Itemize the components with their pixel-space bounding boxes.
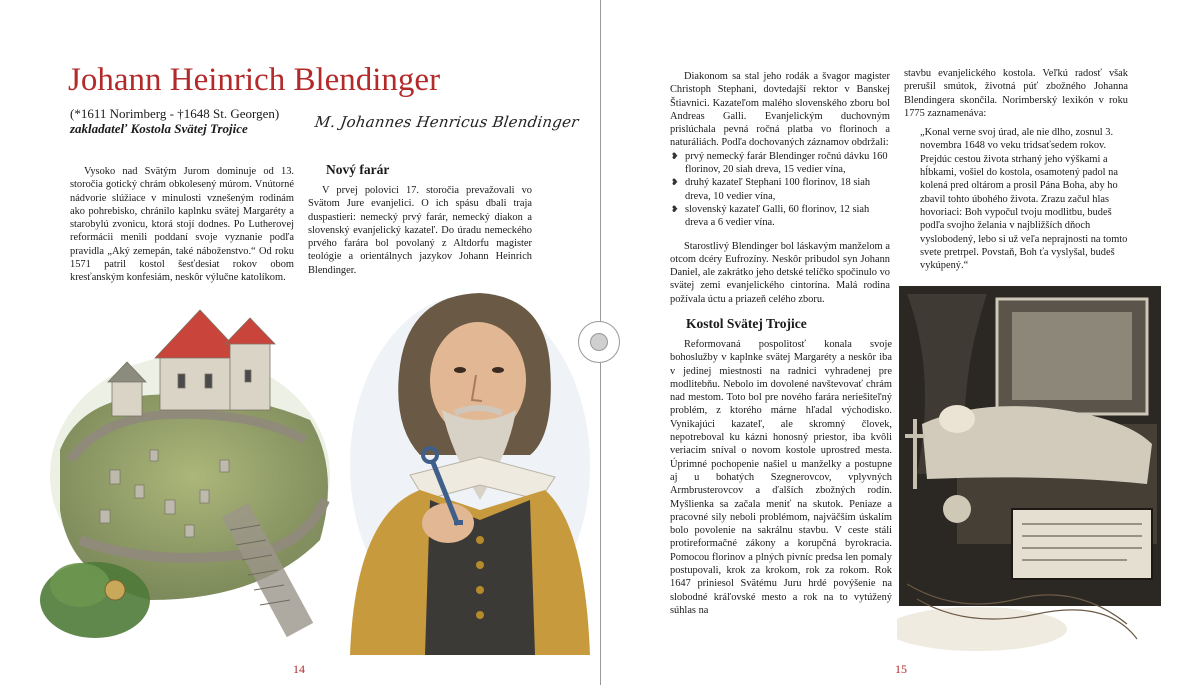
- page-title: Johann Heinrich Blendinger: [68, 62, 441, 98]
- section-heading-trinity-church: Kostol Svätej Trojice: [686, 316, 807, 331]
- church-illustration: [40, 300, 370, 640]
- bullet-icon: ❥: [671, 177, 679, 188]
- subtitle-role: zakladateľ Kostola Svätej Trojice: [70, 121, 248, 136]
- church-paragraph: Reformovaná pospolitosť konala svoje bohoslužby v kaplnke svätej Margaréty a neskôr iba v jedinej miestnosti na radnici vyhradenej pre modlitebňu. Nebolo im dovolené navštevovať chrám nad mestom. Toto bol pre nového farára neriešiteľný problém, z ktorého márne hľadal východisko. Vynikajúci kazateľ, ale skromný človek, nepotreboval ku kázni honosný priestor, iba kvôli veriacim sníval o novom kostole uprostred mesta. Úprimné pochopenie našiel u manželky a postupne aj u bohatých Szegnerovcov, vplyvných Armbrusterovcov a ďalších zbožných rodín. Myšlienka sa začala meniť na skutok. Peniaze a pracovné sily neboli problémom, najväčším úskalím bolo povolenie na sakrálnu stavbu. V ceste stáli protireformačné zákony a korupčná byrokracia. Pomocou florinov a plných pivníc predsa len pomaly postupovali, krok za krokom, rok za rokom. Rok 1647 priniesol Svätému Juru hrdé povýšenie na slobodné kráľovské mesto a rok na to vytúžený súhlas na: [670, 339, 892, 616]
- church-column: [670, 338, 892, 617]
- bullet-icon: ❥: [671, 203, 679, 214]
- right-column-1: [670, 70, 890, 306]
- family-paragraph: Starostlivý Blendinger bol láskavým manželom a otcom dcéry Eufrozíny. Neskôr pribudol syn Johann Daniel, ale zakrátko jeho detské telíčko spočinulo vo svätej zemi evanjelického cintorína. Malá rodina požívala úctu a priazeň celého zboru.: [670, 240, 890, 305]
- page-number-left: 14: [293, 662, 305, 676]
- intro-paragraph: Vysoko nad Svätým Jurom dominuje od 13. storočia gotický chrám obkolesený múrom. Vnútorné nádvorie slúžiace v minulosti vznešeným rodinám ako pohrebisko, chránilo kaplnku svätej Margaréty a starobylú zvonicu, ktorá stojí dodnes. Po Lutherovej reformácii menili poddaní svoje vyznanie podľa pravidla „Aký zemepán, také náboženstvo.“ Od roku 1571 patril kostol šesťdesiat rokov obom kresťanským konfesiám, neskôr výlučne katolíkom.: [70, 166, 294, 284]
- life-dates: (*1611 Norimberg - †1648 St. Georgen): [70, 106, 280, 121]
- right-column-2: [904, 67, 1128, 272]
- new-pastor-column: [308, 184, 532, 277]
- deathbed-engraving: [897, 284, 1167, 654]
- new-pastor-paragraph: V prvej polovici 17. storočia prevažovali vo Svätom Jure evanjelici. O ich spásu dbali traja duspastieri: nemecký prvý farár, nemecký diakon a slovenský evanjelický kazateľ. Do úradu nemeckého prvého farára bol povolaný z Altdorfu magister teológie a orientálnych jazykov Johann Heinrich Blendinger.: [308, 185, 532, 276]
- section-heading-new-pastor: Nový farár: [326, 162, 390, 177]
- portrait-illustration: [330, 285, 590, 655]
- binding-ring: [578, 321, 620, 363]
- page-number-right: 15: [895, 662, 907, 676]
- lexicon-quote: „Konal verne svoj úrad, ale nie dlho, zosnul 3. novembra 1648 vo veku tridsaťsedem rokov. Prejdúc cestou života strhaný jeho výškami a hĺbkami, vošiel do kostola, osamotený padol na kolená pred oltárom a prosil Pána Boha, aby ho zbavil tohto úbohého života. Zrazu začul hlas hovoriaci: Boh vypočul tvoju modlitbu, budeš podľa svojho želania v najbližších dňoch vyslobodený, lebo si už veľa neprajnosti na tomto svete pretrpel. Povstaň, Boh ťa vyslyšal, budeš vykúpený.“: [920, 127, 1128, 272]
- signature: M. Johannes Henricus Blendinger: [313, 113, 580, 131]
- bullet-icon: ❥: [671, 150, 679, 161]
- intro-column: [70, 165, 294, 285]
- salary-list: [670, 150, 890, 230]
- list-item: ❥ druhý kazateľ Stephani 100 florinov, 18 siah dreva, 10 vedier vína,: [671, 177, 871, 202]
- list-item: ❥ prvý nemecký farár Blendinger ročnú dávku 160 florinov, 20 siah dreva, 15 vedier vína,: [671, 150, 888, 176]
- list-item: ❥ slovenský kazateľ Galli, 60 florinov, 12 siah dreva a 6 vedier vína.: [671, 203, 870, 229]
- lexicon-paragraph: stavbu evanjelického kostola. Veľkú radosť však prerušil smútok, životná púť zbožného Johanna Blendingera skončila. Norimberský lexikón v roku 1775 zaznamenáva:: [904, 68, 1128, 119]
- deacon-paragraph: Diakonom sa stal jeho rodák a švagor magister Christoph Stephani, dovtedajší rektor v Banskej Štiavnici. Kazateľom malého slovenského zboru bol Andreas Galli. Evanjelickým duchovným prislúchala pevná ročná platba vo florinoch a naturáliách. Podľa dochovaných záznamov obdržali:: [670, 71, 890, 149]
